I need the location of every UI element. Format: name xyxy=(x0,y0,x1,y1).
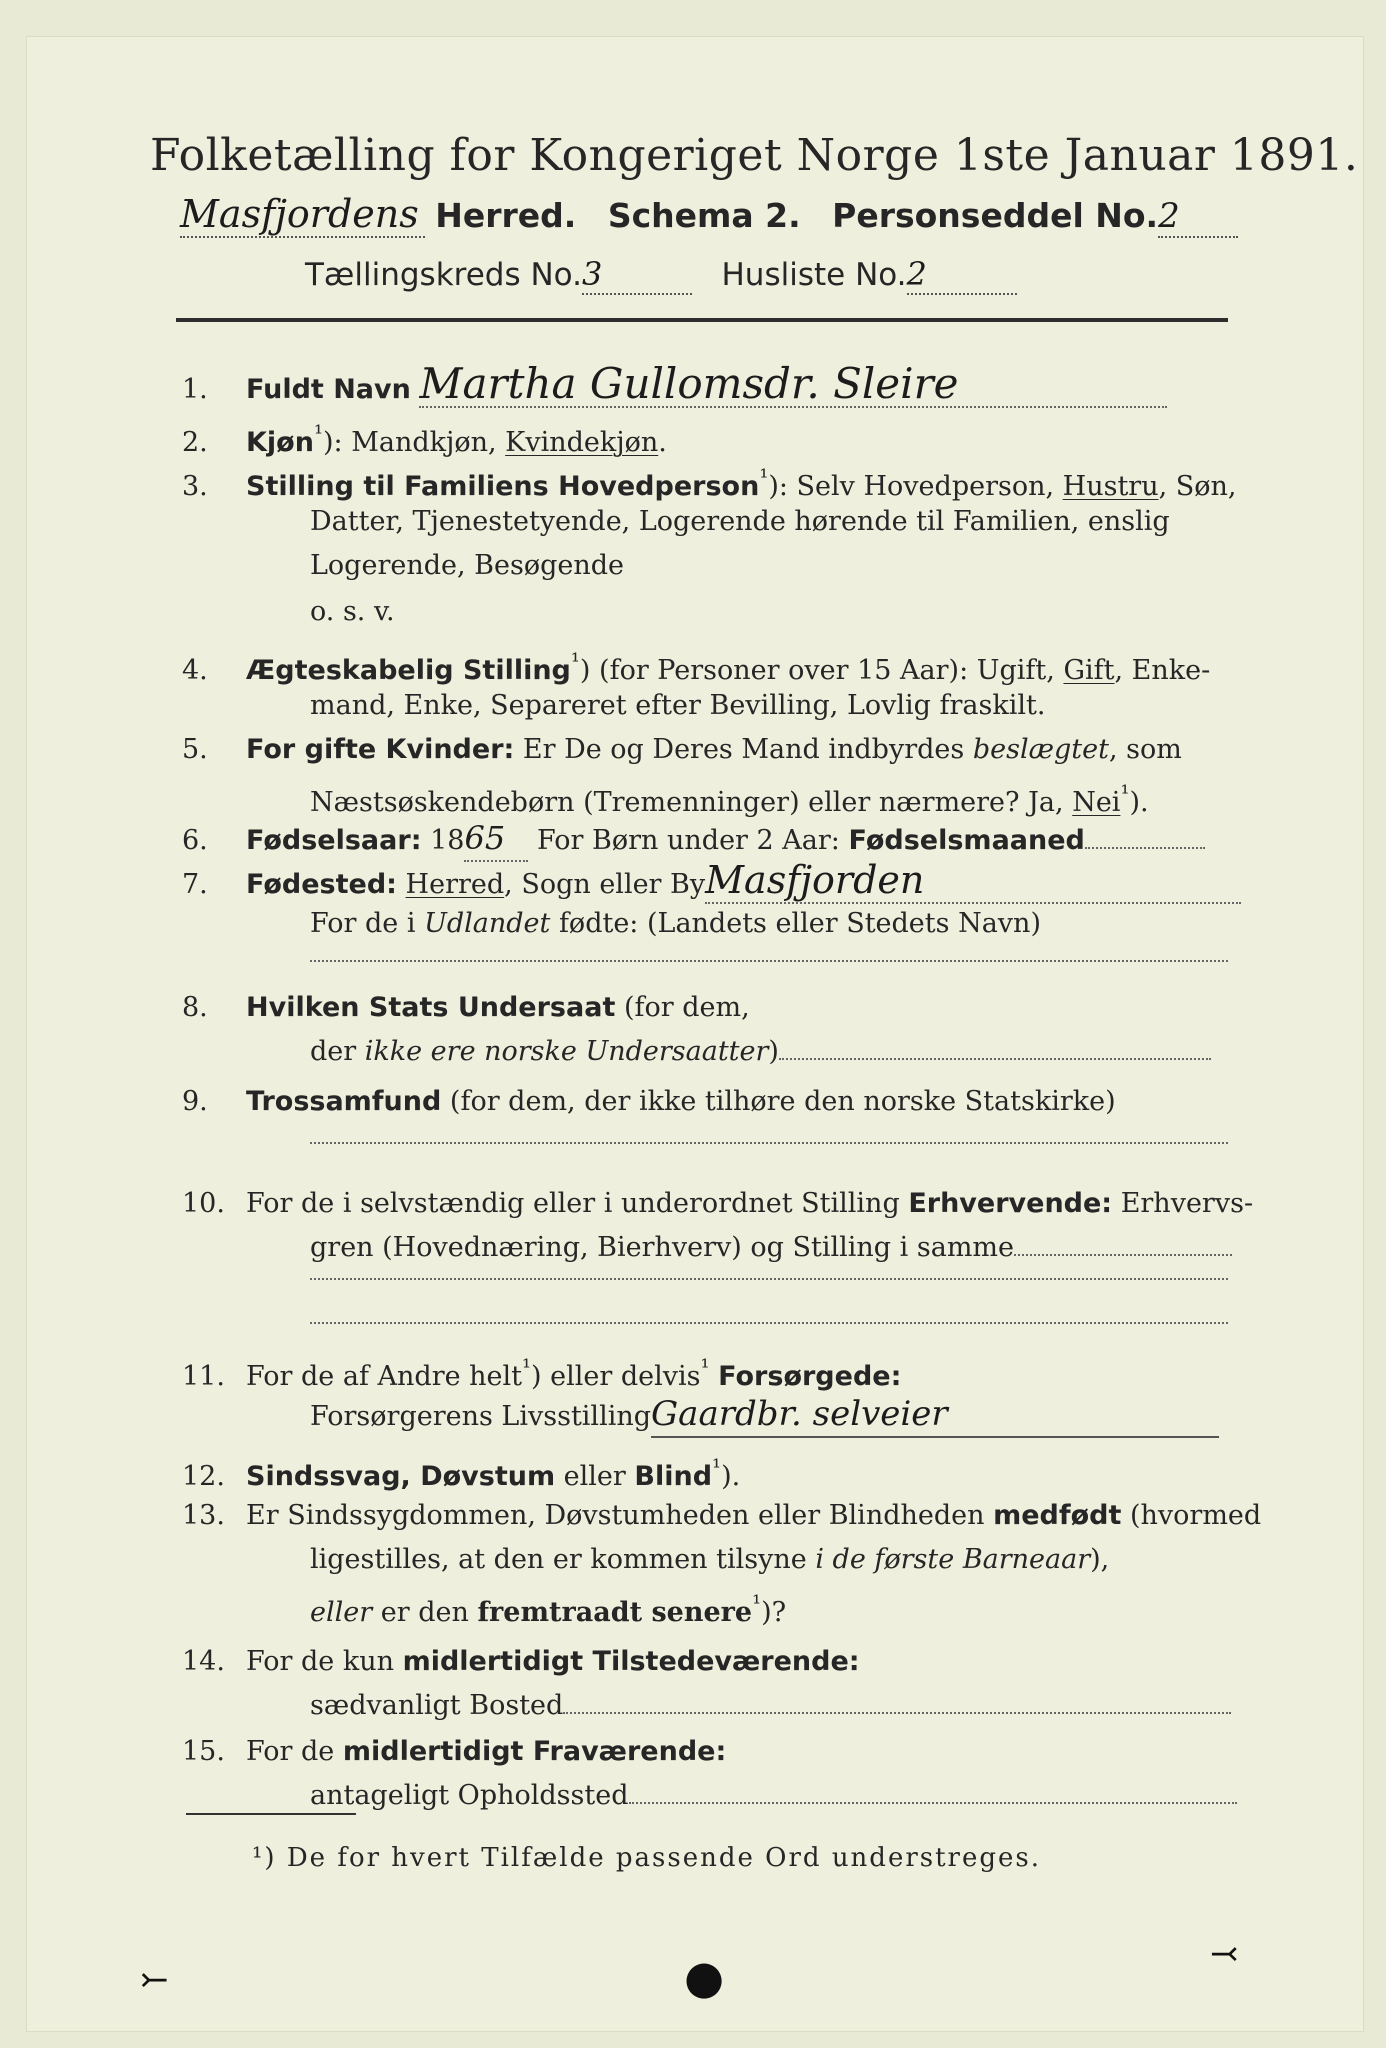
item-text: (for dem, xyxy=(615,992,750,1023)
item-6-birth-year xyxy=(182,816,1232,863)
item-5-married-women xyxy=(182,728,1232,772)
item-italic: i de første Barneaar xyxy=(815,1544,1091,1575)
item-text: , Enke- xyxy=(1114,655,1211,686)
item-italic: Udlandet xyxy=(424,908,551,939)
item-text: For de i selvstændig eller i underordnet Stilling xyxy=(246,1188,909,1219)
item-11-line-2 xyxy=(182,1392,1360,1439)
item-text: antageligt Opholdssted xyxy=(310,1780,629,1811)
item-label: Trossamfund xyxy=(246,1086,442,1117)
occupation-field-2 xyxy=(310,1276,1228,1280)
husliste-label: Husliste No. xyxy=(721,257,907,293)
item-label: Blind xyxy=(634,1461,713,1492)
item-label: Kjøn xyxy=(246,427,314,458)
item-text: ) eller delvis xyxy=(531,1361,701,1392)
header-line-kreds xyxy=(305,255,1017,295)
item-text: . xyxy=(658,427,667,458)
item-3-line-3: Logerende, Besøgende xyxy=(310,550,624,581)
footnote-ref: ¹ xyxy=(759,465,769,491)
item-13-line-2 xyxy=(182,1538,1360,1582)
item-label: Fødselsmaaned xyxy=(848,825,1085,856)
item-text: (for dem, der ikke tilhøre den norske Statskirke) xyxy=(441,1086,1116,1117)
item-number: 1. xyxy=(182,374,208,405)
item-8-line-2 xyxy=(182,1030,1360,1074)
item-text: Forsørgerens Livsstilling xyxy=(310,1401,652,1432)
birth-year-value: 65 xyxy=(464,816,528,862)
item-4-line-2: mand, Enke, Separeret efter Bevilling, Lovlig fraskilt. xyxy=(310,690,1046,721)
item-number: 9. xyxy=(182,1086,208,1117)
schema-label: Schema 2. xyxy=(607,196,801,235)
abroad-birthplace-field xyxy=(310,958,1228,962)
item-text: ) xyxy=(768,1036,779,1067)
item-text: , som xyxy=(1108,734,1182,765)
footnote-ref: ¹ xyxy=(700,1355,710,1381)
item-7-birthplace xyxy=(182,858,1232,907)
item-text: ): Mandkjøn, xyxy=(322,427,506,458)
probable-residence-field xyxy=(629,1780,1237,1804)
item-text: For de xyxy=(246,1736,343,1767)
item-14-temporary-present xyxy=(182,1640,1232,1684)
item-number: 10. xyxy=(182,1188,225,1219)
provider-occupation-value: Gaardbr. selveier xyxy=(651,1392,1219,1438)
item-italic: ikke ere norske Undersaatter xyxy=(364,1036,769,1067)
item-text: eller xyxy=(555,1461,635,1492)
item-label: Forsørgede: xyxy=(718,1361,902,1392)
item-label: Sindssvag, Døvstum xyxy=(246,1461,556,1492)
herred-label: Herred. xyxy=(435,196,577,235)
birthplace-value: Masfjorden xyxy=(705,858,1241,904)
footnote-ref: ¹ xyxy=(522,1355,532,1381)
kreds-label: Tællingskreds No. xyxy=(305,257,582,293)
item-1-full-name xyxy=(182,359,1232,412)
kreds-value: 3 xyxy=(582,255,692,295)
item-13-congenital xyxy=(182,1494,1262,1538)
birth-month-field xyxy=(1085,825,1205,849)
item-text: gren (Hovednæring, Bierhverv) og Stilling i samme xyxy=(310,1232,1015,1263)
item-12-disability xyxy=(182,1446,1232,1499)
item-13-line-3 xyxy=(182,1582,1360,1635)
item-text: der xyxy=(310,1036,365,1067)
item-text: For de af Andre helt xyxy=(246,1361,523,1392)
item-italic: beslægtet xyxy=(972,734,1109,765)
item-10-occupation xyxy=(182,1182,1254,1226)
ink-blot: ● xyxy=(684,1950,725,2004)
item-label: Fødselsaar: xyxy=(246,825,422,856)
husliste-value: 2 xyxy=(907,255,1017,295)
header-line-herred xyxy=(180,192,1238,238)
item-text: 18 xyxy=(421,825,465,856)
citizenship-field xyxy=(779,1036,1211,1060)
item-number: 6. xyxy=(182,825,208,856)
item-text: Er Sindssygdommen, Døvstumheden eller Blindheden xyxy=(246,1500,994,1531)
underlined-choice: Herred xyxy=(405,869,505,900)
item-number: 4. xyxy=(182,655,208,686)
item-label: Hvilken Stats xyxy=(246,992,458,1023)
form-title: Folketælling for Kongeriget Norge 1ste Januar 1891. xyxy=(150,130,1359,181)
underlined-choice: Kvindekjøn xyxy=(505,427,659,458)
item-number: 7. xyxy=(182,869,208,900)
footnote-ref: ¹ xyxy=(752,1591,762,1617)
usual-residence-field xyxy=(563,1690,1231,1714)
item-text: ) (for Personer over 15 Aar): Ugift, xyxy=(579,655,1064,686)
header-divider xyxy=(176,318,1228,322)
personseddel-label: Personseddel No. xyxy=(832,196,1159,235)
item-text: (hvormed xyxy=(1121,1500,1262,1531)
item-15-line-2 xyxy=(182,1774,1360,1818)
full-name-value: Martha Gullomsdr. Sleire xyxy=(419,362,1167,408)
item-text: , Søn, xyxy=(1158,471,1237,502)
item-label: medfødt xyxy=(993,1500,1122,1531)
item-8-citizenship xyxy=(182,986,1232,1030)
item-label: Ægteskabelig Stilling xyxy=(246,655,571,686)
item-number: 5. xyxy=(182,734,208,765)
footnote-ref: ¹ xyxy=(313,421,323,447)
item-number: 2. xyxy=(182,427,208,458)
religion-field xyxy=(310,1140,1228,1144)
item-label: midlertidigt Fraværende: xyxy=(342,1736,727,1767)
item-text: sædvanligt Bosted xyxy=(310,1690,564,1721)
item-text: Er De og Deres Mand indbyrdes xyxy=(514,734,973,765)
item-label: For gifte Kvinder: xyxy=(246,734,515,765)
item-text: ). xyxy=(721,1461,741,1492)
item-number: 14. xyxy=(182,1646,225,1677)
footnote-divider xyxy=(186,1813,356,1815)
item-label: fremtraadt senere xyxy=(477,1597,753,1628)
item-text: ligestilles, at den er kommen tilsyne xyxy=(310,1544,816,1575)
footnote-ref: ¹ xyxy=(1120,781,1130,807)
item-text: er den xyxy=(372,1597,478,1628)
item-number: 11. xyxy=(182,1361,225,1392)
item-text: Erhvervs- xyxy=(1112,1188,1254,1219)
item-10-line-2 xyxy=(182,1226,1360,1270)
item-label: Undersaat xyxy=(457,992,616,1023)
item-text: Næstsøskendebørn (Tremenninger) eller nærmere? Ja, xyxy=(310,787,1073,818)
item-3-line-2: Datter, Tjenestetyende, Logerende hørende til Familien, enslig xyxy=(310,506,1170,537)
item-text: For Børn under 2 Aar: xyxy=(528,825,849,856)
item-7-line-2 xyxy=(182,902,1360,946)
footnote-ref: ¹ xyxy=(570,649,580,675)
item-9-religion xyxy=(182,1080,1232,1124)
item-text: )? xyxy=(761,1597,787,1628)
occupation-field xyxy=(1014,1232,1232,1256)
item-number: 12. xyxy=(182,1461,225,1492)
item-number: 15. xyxy=(182,1736,225,1767)
occupation-field-3 xyxy=(310,1320,1228,1324)
item-text: , Sogn eller By xyxy=(504,869,706,900)
herred-name-handwritten: Masfjordens xyxy=(180,192,425,238)
item-3-line-4: o. s. v. xyxy=(310,596,395,627)
item-text: ). xyxy=(1129,787,1149,818)
corner-mark-right: ⤙ xyxy=(1210,1934,1239,1974)
item-label: Erhvervende: xyxy=(908,1188,1113,1219)
footnote-ref: ¹ xyxy=(712,1455,722,1481)
underlined-choice: Gift xyxy=(1063,655,1115,686)
item-text: fødte: (Landets eller Stedets Navn) xyxy=(550,908,1041,939)
item-number: 13. xyxy=(182,1500,225,1531)
underlined-choice: Nei xyxy=(1072,787,1121,818)
item-14-line-2 xyxy=(182,1684,1360,1728)
corner-mark-left: ⤚ xyxy=(140,1960,169,2000)
item-text: ), xyxy=(1090,1544,1110,1575)
item-text: ): Selv Hovedperson, xyxy=(768,471,1063,502)
item-label: Stilling til Familiens Hovedperson xyxy=(246,471,760,502)
item-label: midlertidigt Tilstedeværende: xyxy=(402,1646,860,1677)
underlined-choice: Hustru xyxy=(1062,471,1159,502)
item-text: For de i xyxy=(310,908,425,939)
item-15-temporary-absent xyxy=(182,1730,1232,1774)
item-number: 3. xyxy=(182,471,208,502)
item-text: For de kun xyxy=(246,1646,403,1677)
item-label: Fødested: xyxy=(246,869,397,900)
footnote: ¹) De for hvert Tilfælde passende Ord understreges. xyxy=(252,1843,1042,1873)
item-number: 8. xyxy=(182,992,208,1023)
item-label: Fuldt Navn xyxy=(246,374,411,405)
personseddel-value: 2 xyxy=(1158,196,1238,238)
item-italic: eller xyxy=(310,1597,373,1628)
